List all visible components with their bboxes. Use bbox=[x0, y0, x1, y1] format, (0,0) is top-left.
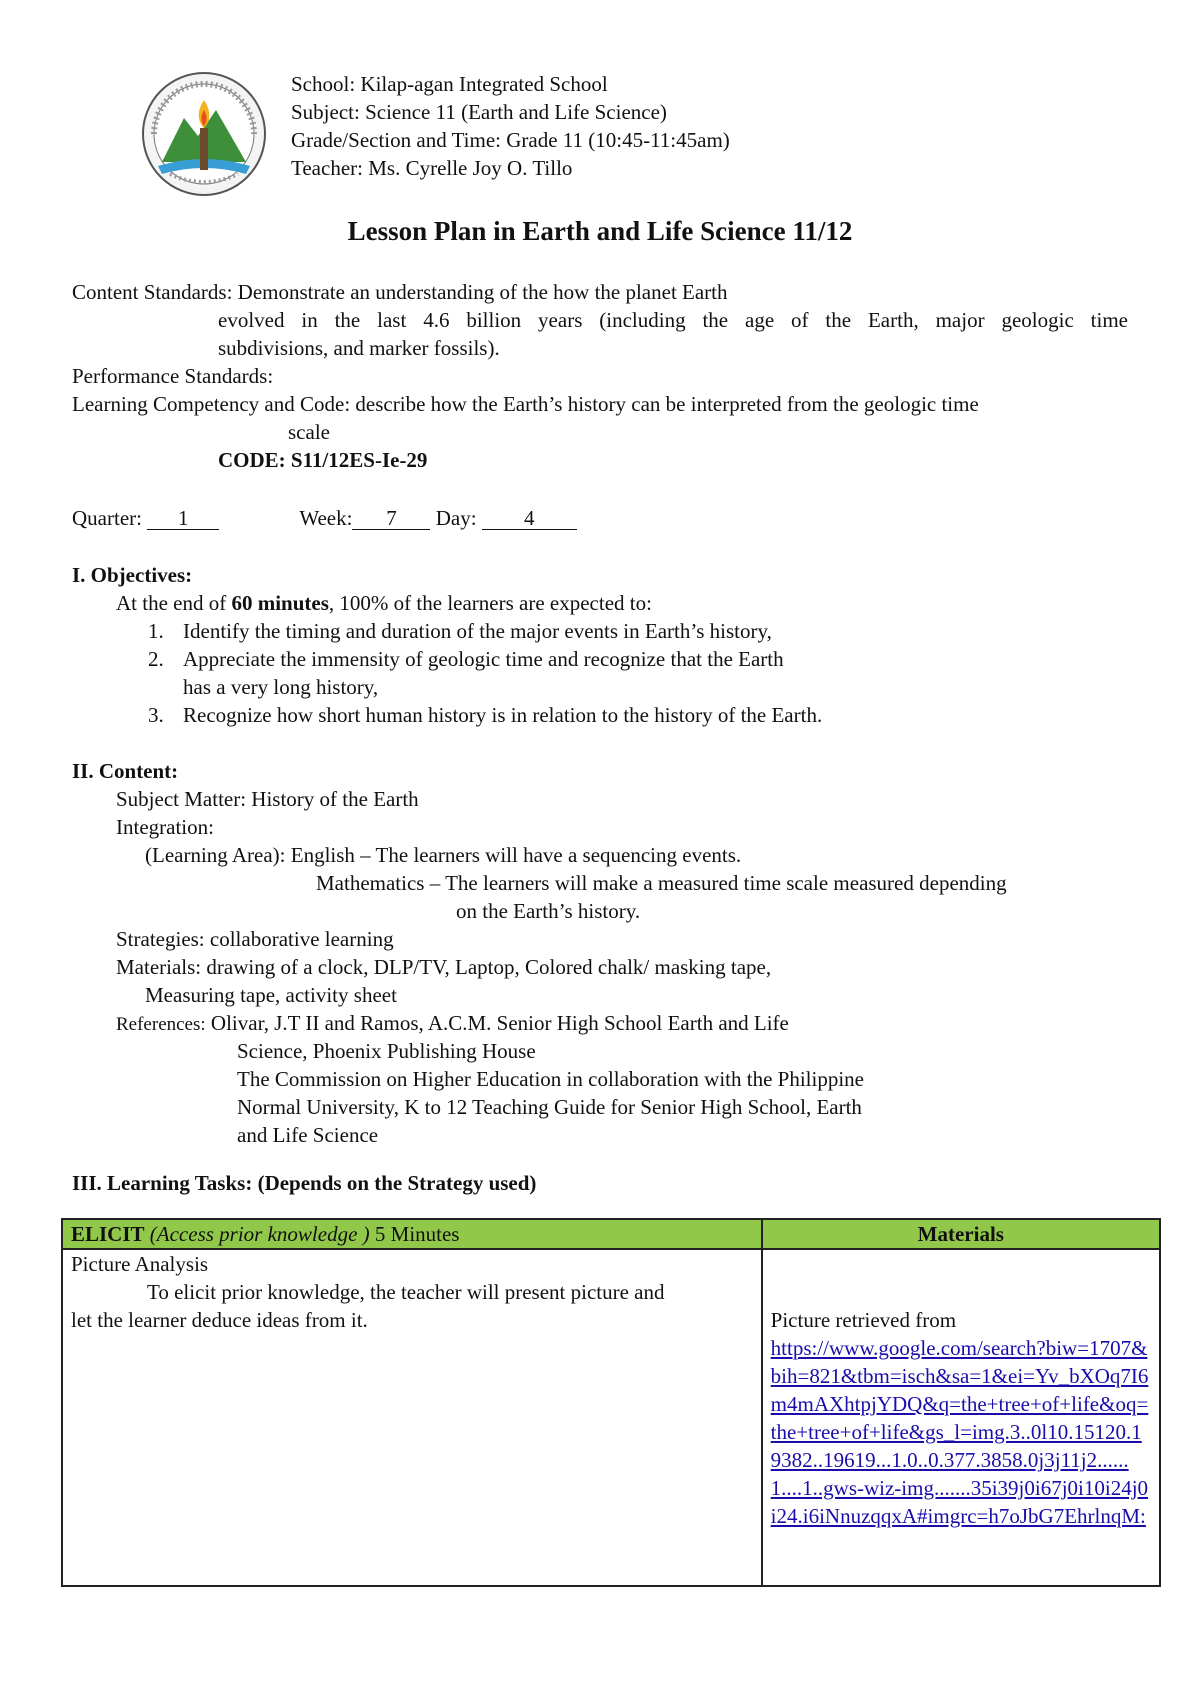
learning-competency-label: Learning Competency and Code: bbox=[72, 392, 351, 416]
content-standards-text-1: Demonstrate an understanding of the how the planet Earth bbox=[237, 280, 728, 304]
strategies: Strategies: collaborative learning bbox=[116, 927, 394, 951]
content-standards-text-2: evolved in the last 4.6 billion years (including the age of the Earth, major geologic time bbox=[218, 308, 1128, 332]
objective-text-1: Identify the timing and duration of the major events in Earth’s history, bbox=[183, 619, 772, 643]
objectives-intro-post: , 100% of the learners are expected to: bbox=[328, 591, 652, 615]
content-standards-text-3: subdivisions, and marker fossils). bbox=[218, 336, 500, 360]
objectives-intro-pre: At the end of bbox=[116, 591, 232, 615]
content-heading: II. Content: bbox=[72, 759, 179, 783]
materials-cont: Measuring tape, activity sheet bbox=[145, 983, 397, 1007]
objectives-duration: 60 minutes bbox=[231, 591, 329, 615]
elicit-subtitle: (Access prior knowledge ) bbox=[149, 1222, 370, 1246]
activity-description: To elicit prior knowledge, the teacher will present picture and bbox=[147, 1280, 665, 1304]
integration-label: Integration: bbox=[116, 815, 214, 839]
picture-source-label: Picture retrieved from bbox=[770, 1308, 957, 1332]
day-value: 4 bbox=[482, 507, 577, 530]
learning-competency bbox=[72, 390, 979, 418]
objective-number-1: 1. bbox=[148, 619, 164, 643]
table-header-row bbox=[62, 1219, 1160, 1249]
subject-line: Subject: Science 11 (Earth and Life Science) bbox=[291, 100, 667, 124]
materials-cell bbox=[762, 1249, 1160, 1586]
activity-cell bbox=[62, 1249, 762, 1586]
subject-matter: Subject Matter: History of the Earth bbox=[116, 787, 419, 811]
reference-2-end: and Life Science bbox=[237, 1123, 379, 1147]
competency-code: CODE: S11/12ES-Ie-29 bbox=[218, 448, 428, 472]
objectives-heading: I. Objectives: bbox=[72, 563, 193, 587]
reference-1: Olivar, J.T II and Ramos, A.C.M. Senior High School Earth and Life bbox=[210, 1011, 789, 1035]
grade-line: Grade/Section and Time: Grade 11 (10:45-11:45am) bbox=[291, 128, 730, 152]
materials-header: Materials bbox=[762, 1219, 1160, 1249]
learning-competency-text-1: describe how the Earth’s history can be interpreted from the geologic time bbox=[355, 392, 979, 416]
week-value: 7 bbox=[352, 507, 430, 530]
references bbox=[116, 1009, 789, 1039]
objectives-intro bbox=[116, 589, 652, 617]
elicit-duration: 5 Minutes bbox=[374, 1222, 460, 1246]
schedule-row bbox=[72, 504, 577, 532]
reference-1-cont: Science, Phoenix Publishing House bbox=[237, 1039, 536, 1063]
objective-number-3: 3. bbox=[148, 703, 164, 727]
objective-text-2-cont: has a very long history, bbox=[183, 675, 379, 699]
elicit-header bbox=[62, 1219, 762, 1249]
integration-english: (Learning Area): English – The learners will have a sequencing events. bbox=[145, 843, 742, 867]
objective-text-3: Recognize how short human history is in relation to the history of the Earth. bbox=[183, 703, 823, 727]
objective-text-2: Appreciate the immensity of geologic time and recognize that the Earth bbox=[183, 647, 784, 671]
page-title: Lesson Plan in Earth and Life Science 11/12 bbox=[347, 216, 853, 246]
table-row bbox=[62, 1249, 1160, 1586]
school-logo bbox=[140, 70, 268, 198]
integration-math-cont: on the Earth’s history. bbox=[456, 899, 641, 923]
integration-math: Mathematics – The learners will make a measured time scale measured depending bbox=[316, 871, 1007, 895]
activity-title: Picture Analysis bbox=[71, 1252, 209, 1276]
learning-tasks-table bbox=[61, 1218, 1161, 1587]
learning-competency-text-2: scale bbox=[288, 420, 330, 444]
teacher-line: Teacher: Ms. Cyrelle Joy O. Tillo bbox=[291, 156, 573, 180]
materials: Materials: drawing of a clock, DLP/TV, Laptop, Colored chalk/ masking tape, bbox=[116, 955, 772, 979]
learning-tasks-heading: III. Learning Tasks: (Depends on the Strategy used) bbox=[72, 1171, 537, 1195]
week-label: Week: bbox=[299, 506, 353, 530]
activity-description-cont: let the learner deduce ideas from it. bbox=[71, 1308, 368, 1332]
elicit-label: ELICIT bbox=[71, 1222, 145, 1246]
day-label: Day: bbox=[435, 506, 477, 530]
objective-number-2: 2. bbox=[148, 647, 164, 671]
content-standards bbox=[72, 278, 728, 306]
school-line: School: Kilap-agan Integrated School bbox=[291, 72, 608, 96]
references-label: References: bbox=[116, 1014, 206, 1035]
reference-2: The Commission on Higher Education in collaboration with the Philippine bbox=[237, 1067, 864, 1091]
quarter-value: 1 bbox=[147, 507, 219, 530]
performance-standards: Performance Standards: bbox=[72, 364, 274, 388]
content-standards-label: Content Standards: bbox=[72, 280, 233, 304]
picture-source-link[interactable]: https://www.google.com/search?biw=1707&bih=821&tbm=isch&sa=1&ei=Yv_bXOq7I6m4mAXhtpjYDQ&q=the+tree+of+life&oq=the+tree+of+life&gs_l=img.3..0l10.15120.19382..19619...1.0..0.377.3858.0j3j11j2......1....1..gws-wiz-img.......35i39j0i67j0i10i24j0i24.i6iNnuzqqxA#imgrc=h7oJbG7EhrlnqM: bbox=[770, 1336, 1149, 1528]
quarter-label: Quarter: bbox=[72, 506, 142, 530]
reference-2-cont: Normal University, K to 12 Teaching Guide for Senior High School, Earth bbox=[237, 1095, 862, 1119]
